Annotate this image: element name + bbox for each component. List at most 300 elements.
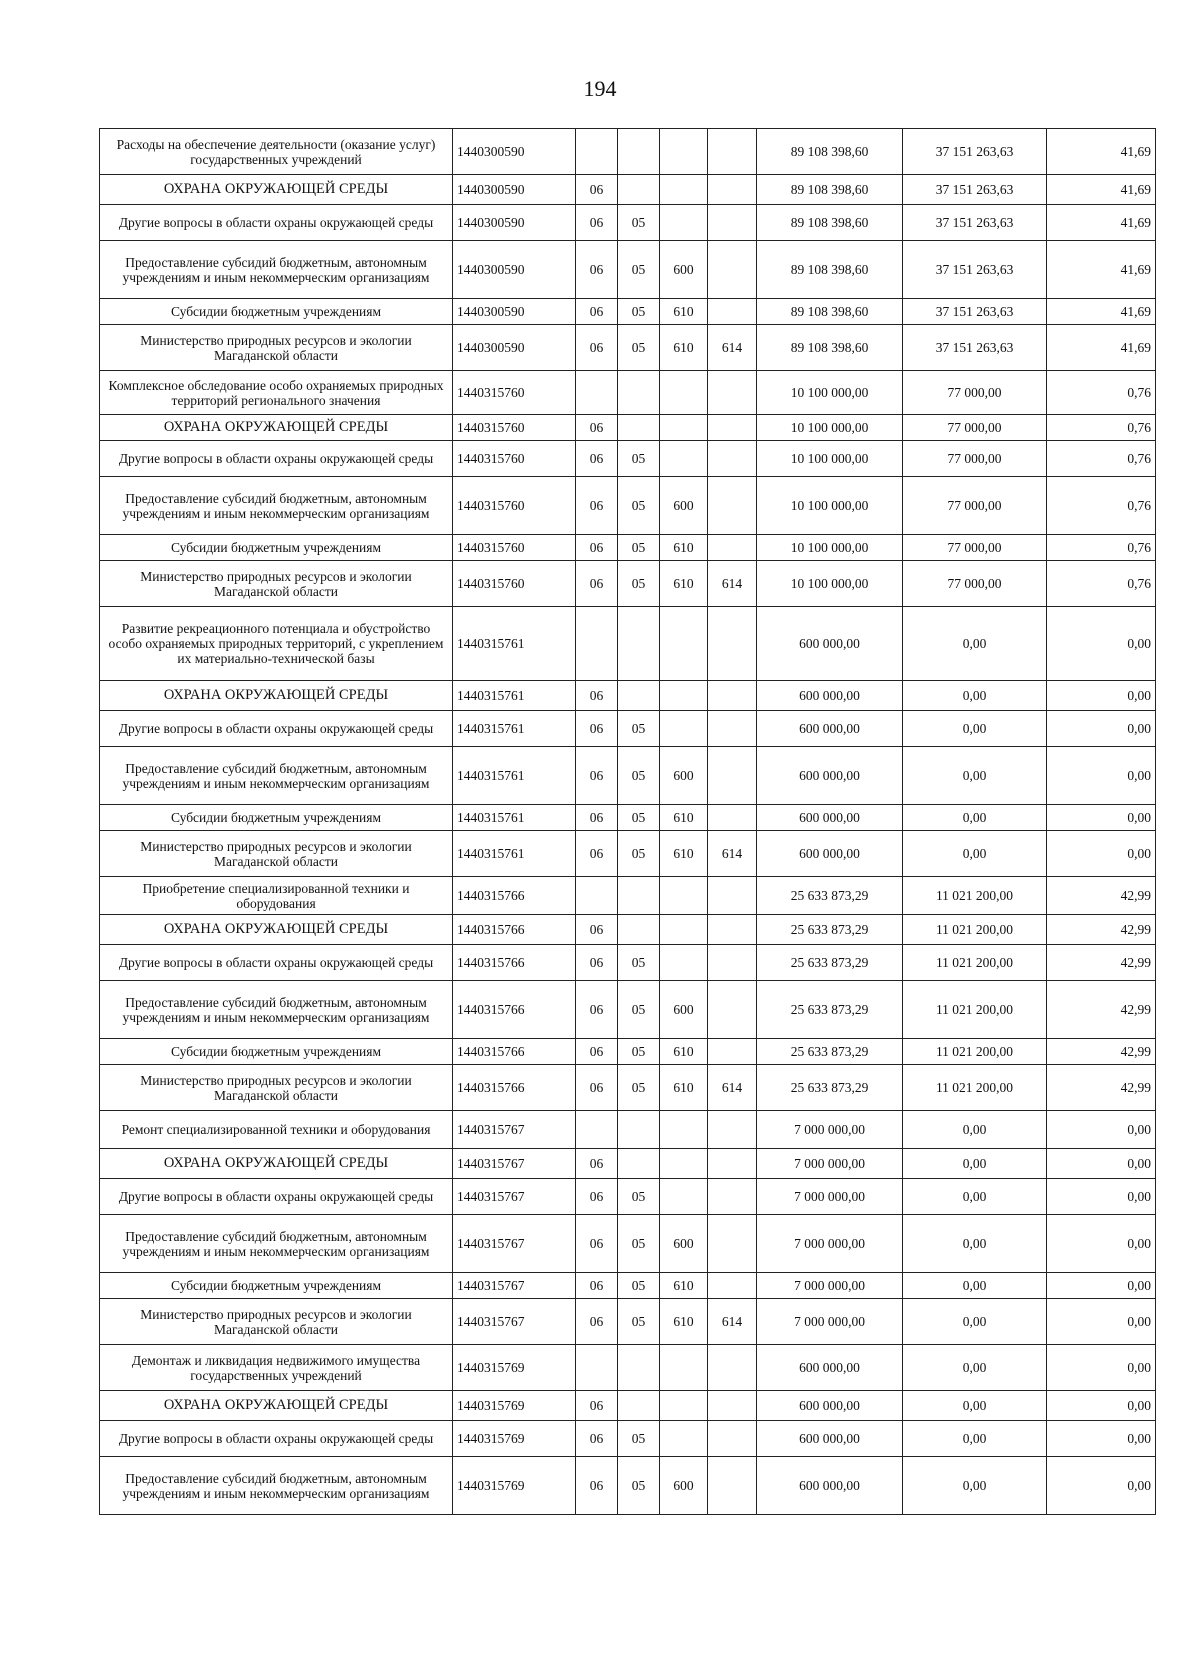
- row-percent: 42,99: [1047, 877, 1156, 915]
- table-row: [100, 681, 1156, 711]
- row-code: 1440315767: [453, 1299, 576, 1345]
- row-code: 1440300590: [453, 129, 576, 175]
- row-glavny-rasporyaditel: 614: [708, 325, 757, 371]
- row-glavny-rasporyaditel: [708, 1391, 757, 1421]
- row-name: Развитие рекреационного потенциала и обустройство особо охраняемых природных территорий, с укреплением их материально-технической базы: [100, 607, 453, 681]
- row-podrazdel: 05: [618, 1179, 660, 1215]
- table-row: [100, 175, 1156, 205]
- row-percent: 41,69: [1047, 205, 1156, 241]
- row-vid-rashodov: [660, 1149, 708, 1179]
- row-glavny-rasporyaditel: [708, 805, 757, 831]
- row-vid-rashodov: [660, 441, 708, 477]
- row-plan-amount: 600 000,00: [757, 1457, 903, 1515]
- table-row: [100, 129, 1156, 175]
- row-razdel: 06: [576, 747, 618, 805]
- row-glavny-rasporyaditel: [708, 1149, 757, 1179]
- row-podrazdel: 05: [618, 241, 660, 299]
- table-row: [100, 205, 1156, 241]
- row-razdel: 06: [576, 299, 618, 325]
- row-percent: 42,99: [1047, 981, 1156, 1039]
- row-plan-amount: 7 000 000,00: [757, 1111, 903, 1149]
- table-row: [100, 805, 1156, 831]
- row-plan-amount: 7 000 000,00: [757, 1273, 903, 1299]
- row-podrazdel: 05: [618, 981, 660, 1039]
- row-percent: 0,00: [1047, 607, 1156, 681]
- row-glavny-rasporyaditel: [708, 681, 757, 711]
- row-plan-amount: 600 000,00: [757, 1421, 903, 1457]
- row-percent: 0,00: [1047, 1421, 1156, 1457]
- row-percent: 0,76: [1047, 415, 1156, 441]
- row-glavny-rasporyaditel: [708, 205, 757, 241]
- row-vid-rashodov: [660, 129, 708, 175]
- row-podrazdel: [618, 129, 660, 175]
- row-fact-amount: 11 021 200,00: [903, 915, 1047, 945]
- row-code: 1440315766: [453, 945, 576, 981]
- row-razdel: 06: [576, 915, 618, 945]
- row-razdel: 06: [576, 1421, 618, 1457]
- row-glavny-rasporyaditel: [708, 1179, 757, 1215]
- row-plan-amount: 10 100 000,00: [757, 535, 903, 561]
- row-vid-rashodov: 610: [660, 1065, 708, 1111]
- row-name: Предоставление субсидий бюджетным, автономным учреждениям и иным некоммерческим организациям: [100, 981, 453, 1039]
- row-plan-amount: 600 000,00: [757, 1345, 903, 1391]
- row-vid-rashodov: [660, 877, 708, 915]
- row-podrazdel: 05: [618, 1299, 660, 1345]
- row-name: Предоставление субсидий бюджетным, автономным учреждениям и иным некоммерческим организациям: [100, 747, 453, 805]
- row-fact-amount: 11 021 200,00: [903, 1039, 1047, 1065]
- row-plan-amount: 25 633 873,29: [757, 915, 903, 945]
- row-vid-rashodov: 600: [660, 477, 708, 535]
- row-percent: 0,00: [1047, 805, 1156, 831]
- row-vid-rashodov: 600: [660, 981, 708, 1039]
- row-name: ОХРАНА ОКРУЖАЮЩЕЙ СРЕДЫ: [100, 915, 453, 945]
- row-glavny-rasporyaditel: 614: [708, 1299, 757, 1345]
- row-code: 1440315766: [453, 915, 576, 945]
- row-razdel: [576, 877, 618, 915]
- row-code: 1440315767: [453, 1273, 576, 1299]
- row-fact-amount: 37 151 263,63: [903, 175, 1047, 205]
- table-row: [100, 1273, 1156, 1299]
- row-fact-amount: 0,00: [903, 805, 1047, 831]
- row-glavny-rasporyaditel: [708, 1111, 757, 1149]
- row-vid-rashodov: 610: [660, 535, 708, 561]
- row-glavny-rasporyaditel: [708, 1421, 757, 1457]
- row-podrazdel: 05: [618, 1215, 660, 1273]
- row-percent: 0,00: [1047, 1391, 1156, 1421]
- row-glavny-rasporyaditel: [708, 877, 757, 915]
- row-plan-amount: 7 000 000,00: [757, 1299, 903, 1345]
- row-plan-amount: 10 100 000,00: [757, 441, 903, 477]
- row-vid-rashodov: [660, 681, 708, 711]
- row-razdel: [576, 1345, 618, 1391]
- row-code: 1440315760: [453, 535, 576, 561]
- row-name: Субсидии бюджетным учреждениям: [100, 805, 453, 831]
- row-plan-amount: 10 100 000,00: [757, 415, 903, 441]
- table-row: [100, 325, 1156, 371]
- row-vid-rashodov: [660, 1421, 708, 1457]
- row-glavny-rasporyaditel: [708, 1457, 757, 1515]
- table-row: [100, 1391, 1156, 1421]
- row-percent: 41,69: [1047, 325, 1156, 371]
- row-name: Министерство природных ресурсов и экологии Магаданской области: [100, 831, 453, 877]
- row-razdel: 06: [576, 241, 618, 299]
- row-percent: 41,69: [1047, 241, 1156, 299]
- row-podrazdel: 05: [618, 1421, 660, 1457]
- row-fact-amount: 0,00: [903, 1111, 1047, 1149]
- row-name: Предоставление субсидий бюджетным, автономным учреждениям и иным некоммерческим организациям: [100, 241, 453, 299]
- row-code: 1440315766: [453, 877, 576, 915]
- row-podrazdel: [618, 415, 660, 441]
- row-razdel: [576, 1111, 618, 1149]
- row-fact-amount: 11 021 200,00: [903, 945, 1047, 981]
- row-name: Предоставление субсидий бюджетным, автономным учреждениям и иным некоммерческим организациям: [100, 477, 453, 535]
- row-razdel: 06: [576, 945, 618, 981]
- row-glavny-rasporyaditel: [708, 129, 757, 175]
- table-row: [100, 1345, 1156, 1391]
- table-row: [100, 1179, 1156, 1215]
- row-code: 1440315761: [453, 831, 576, 877]
- table-row: [100, 831, 1156, 877]
- row-glavny-rasporyaditel: [708, 981, 757, 1039]
- row-glavny-rasporyaditel: 614: [708, 831, 757, 877]
- row-vid-rashodov: [660, 175, 708, 205]
- row-glavny-rasporyaditel: 614: [708, 561, 757, 607]
- row-percent: 0,00: [1047, 831, 1156, 877]
- row-podrazdel: 05: [618, 1457, 660, 1515]
- row-podrazdel: 05: [618, 747, 660, 805]
- budget-table: [99, 128, 1156, 1515]
- table-row: [100, 1111, 1156, 1149]
- row-name: ОХРАНА ОКРУЖАЮЩЕЙ СРЕДЫ: [100, 681, 453, 711]
- row-fact-amount: 0,00: [903, 831, 1047, 877]
- row-name: ОХРАНА ОКРУЖАЮЩЕЙ СРЕДЫ: [100, 415, 453, 441]
- row-razdel: 06: [576, 1215, 618, 1273]
- row-podrazdel: [618, 681, 660, 711]
- row-code: 1440315761: [453, 711, 576, 747]
- table-row: [100, 561, 1156, 607]
- row-fact-amount: 77 000,00: [903, 477, 1047, 535]
- row-code: 1440315761: [453, 805, 576, 831]
- row-code: 1440315767: [453, 1111, 576, 1149]
- row-razdel: 06: [576, 1391, 618, 1421]
- row-podrazdel: [618, 1345, 660, 1391]
- row-vid-rashodov: 610: [660, 805, 708, 831]
- row-fact-amount: 77 000,00: [903, 415, 1047, 441]
- row-podrazdel: 05: [618, 945, 660, 981]
- row-podrazdel: 05: [618, 711, 660, 747]
- row-vid-rashodov: [660, 1391, 708, 1421]
- row-code: 1440315760: [453, 477, 576, 535]
- row-plan-amount: 89 108 398,60: [757, 325, 903, 371]
- row-vid-rashodov: 610: [660, 1039, 708, 1065]
- table-row: [100, 477, 1156, 535]
- row-percent: 41,69: [1047, 129, 1156, 175]
- row-name: Приобретение специализированной техники и оборудования: [100, 877, 453, 915]
- row-podrazdel: [618, 175, 660, 205]
- row-name: Комплексное обследование особо охраняемых природных территорий регионального значения: [100, 371, 453, 415]
- table-row: [100, 1065, 1156, 1111]
- row-percent: 0,00: [1047, 1149, 1156, 1179]
- table-row: [100, 1149, 1156, 1179]
- row-razdel: 06: [576, 1149, 618, 1179]
- row-code: 1440315760: [453, 441, 576, 477]
- budget-table-body: [100, 129, 1156, 1515]
- row-vid-rashodov: [660, 607, 708, 681]
- row-percent: 0,00: [1047, 1215, 1156, 1273]
- row-vid-rashodov: [660, 1345, 708, 1391]
- row-glavny-rasporyaditel: [708, 1345, 757, 1391]
- row-percent: 0,00: [1047, 681, 1156, 711]
- table-row: [100, 299, 1156, 325]
- row-razdel: 06: [576, 175, 618, 205]
- row-plan-amount: 10 100 000,00: [757, 477, 903, 535]
- table-row: [100, 711, 1156, 747]
- table-row: [100, 415, 1156, 441]
- table-row: [100, 607, 1156, 681]
- row-podrazdel: [618, 1149, 660, 1179]
- row-fact-amount: 11 021 200,00: [903, 1065, 1047, 1111]
- row-name: Другие вопросы в области охраны окружающей среды: [100, 711, 453, 747]
- row-name: Другие вопросы в области охраны окружающей среды: [100, 205, 453, 241]
- row-razdel: 06: [576, 561, 618, 607]
- row-name: Другие вопросы в области охраны окружающей среды: [100, 945, 453, 981]
- row-plan-amount: 10 100 000,00: [757, 561, 903, 607]
- row-glavny-rasporyaditel: [708, 1215, 757, 1273]
- row-glavny-rasporyaditel: [708, 711, 757, 747]
- row-podrazdel: 05: [618, 325, 660, 371]
- row-vid-rashodov: 600: [660, 747, 708, 805]
- row-fact-amount: 77 000,00: [903, 371, 1047, 415]
- row-razdel: 06: [576, 981, 618, 1039]
- row-razdel: [576, 129, 618, 175]
- row-vid-rashodov: 600: [660, 1215, 708, 1273]
- row-fact-amount: 37 151 263,63: [903, 241, 1047, 299]
- row-name: Расходы на обеспечение деятельности (оказание услуг) государственных учреждений: [100, 129, 453, 175]
- row-vid-rashodov: 610: [660, 325, 708, 371]
- row-code: 1440315767: [453, 1215, 576, 1273]
- row-vid-rashodov: 610: [660, 1273, 708, 1299]
- row-fact-amount: 77 000,00: [903, 561, 1047, 607]
- row-vid-rashodov: [660, 1111, 708, 1149]
- row-podrazdel: 05: [618, 831, 660, 877]
- row-podrazdel: 05: [618, 1273, 660, 1299]
- row-percent: 0,00: [1047, 1345, 1156, 1391]
- row-plan-amount: 89 108 398,60: [757, 241, 903, 299]
- row-plan-amount: 600 000,00: [757, 805, 903, 831]
- row-razdel: 06: [576, 205, 618, 241]
- row-code: 1440315761: [453, 607, 576, 681]
- row-podrazdel: [618, 371, 660, 415]
- row-fact-amount: 0,00: [903, 747, 1047, 805]
- row-vid-rashodov: [660, 915, 708, 945]
- row-fact-amount: 77 000,00: [903, 441, 1047, 477]
- row-podrazdel: 05: [618, 535, 660, 561]
- row-podrazdel: 05: [618, 1039, 660, 1065]
- row-vid-rashodov: [660, 1179, 708, 1215]
- row-code: 1440300590: [453, 299, 576, 325]
- row-razdel: [576, 607, 618, 681]
- row-fact-amount: 11 021 200,00: [903, 981, 1047, 1039]
- row-fact-amount: 0,00: [903, 1179, 1047, 1215]
- row-plan-amount: 600 000,00: [757, 747, 903, 805]
- row-code: 1440300590: [453, 175, 576, 205]
- row-code: 1440315766: [453, 1039, 576, 1065]
- row-razdel: 06: [576, 415, 618, 441]
- table-row: [100, 1215, 1156, 1273]
- row-fact-amount: 0,00: [903, 1273, 1047, 1299]
- row-plan-amount: 89 108 398,60: [757, 129, 903, 175]
- row-percent: 0,00: [1047, 1111, 1156, 1149]
- row-name: Другие вопросы в области охраны окружающей среды: [100, 441, 453, 477]
- page-number: 194: [583, 76, 617, 101]
- row-name: Другие вопросы в области охраны окружающей среды: [100, 1421, 453, 1457]
- row-name: ОХРАНА ОКРУЖАЮЩЕЙ СРЕДЫ: [100, 175, 453, 205]
- row-vid-rashodov: [660, 371, 708, 415]
- row-plan-amount: 600 000,00: [757, 1391, 903, 1421]
- row-razdel: 06: [576, 535, 618, 561]
- row-plan-amount: 10 100 000,00: [757, 371, 903, 415]
- row-code: 1440315767: [453, 1149, 576, 1179]
- row-code: 1440315769: [453, 1391, 576, 1421]
- row-plan-amount: 25 633 873,29: [757, 981, 903, 1039]
- row-percent: 0,00: [1047, 711, 1156, 747]
- row-razdel: 06: [576, 711, 618, 747]
- row-podrazdel: [618, 1111, 660, 1149]
- row-glavny-rasporyaditel: [708, 747, 757, 805]
- row-razdel: 06: [576, 1065, 618, 1111]
- row-percent: 0,76: [1047, 477, 1156, 535]
- row-percent: 42,99: [1047, 915, 1156, 945]
- table-row: [100, 981, 1156, 1039]
- row-razdel: 06: [576, 1179, 618, 1215]
- row-razdel: 06: [576, 1457, 618, 1515]
- row-vid-rashodov: 600: [660, 241, 708, 299]
- row-fact-amount: 0,00: [903, 1391, 1047, 1421]
- table-row: [100, 945, 1156, 981]
- table-row: [100, 1299, 1156, 1345]
- row-vid-rashodov: [660, 711, 708, 747]
- row-name: Другие вопросы в области охраны окружающей среды: [100, 1179, 453, 1215]
- row-code: 1440315760: [453, 561, 576, 607]
- row-podrazdel: [618, 1391, 660, 1421]
- row-plan-amount: 7 000 000,00: [757, 1149, 903, 1179]
- row-plan-amount: 7 000 000,00: [757, 1179, 903, 1215]
- table-row: [100, 915, 1156, 945]
- row-plan-amount: 25 633 873,29: [757, 1065, 903, 1111]
- row-podrazdel: [618, 915, 660, 945]
- row-razdel: 06: [576, 1299, 618, 1345]
- row-fact-amount: 0,00: [903, 1345, 1047, 1391]
- row-vid-rashodov: 600: [660, 1457, 708, 1515]
- row-razdel: 06: [576, 325, 618, 371]
- row-plan-amount: 7 000 000,00: [757, 1215, 903, 1273]
- row-name: Министерство природных ресурсов и экологии Магаданской области: [100, 325, 453, 371]
- row-percent: 42,99: [1047, 945, 1156, 981]
- row-vid-rashodov: [660, 205, 708, 241]
- row-glavny-rasporyaditel: [708, 477, 757, 535]
- row-vid-rashodov: [660, 945, 708, 981]
- row-percent: 0,00: [1047, 747, 1156, 805]
- row-fact-amount: 37 151 263,63: [903, 299, 1047, 325]
- row-name: Субсидии бюджетным учреждениям: [100, 299, 453, 325]
- row-plan-amount: 89 108 398,60: [757, 299, 903, 325]
- row-fact-amount: 0,00: [903, 1149, 1047, 1179]
- row-name: Предоставление субсидий бюджетным, автономным учреждениям и иным некоммерческим организациям: [100, 1457, 453, 1515]
- row-podrazdel: 05: [618, 477, 660, 535]
- row-glavny-rasporyaditel: [708, 371, 757, 415]
- table-row: [100, 441, 1156, 477]
- row-podrazdel: 05: [618, 299, 660, 325]
- row-name: Министерство природных ресурсов и экологии Магаданской области: [100, 1299, 453, 1345]
- row-name: Предоставление субсидий бюджетным, автономным учреждениям и иным некоммерческим организациям: [100, 1215, 453, 1273]
- row-glavny-rasporyaditel: [708, 175, 757, 205]
- row-plan-amount: 600 000,00: [757, 831, 903, 877]
- row-name: Ремонт специализированной техники и оборудования: [100, 1111, 453, 1149]
- row-code: 1440315766: [453, 981, 576, 1039]
- row-razdel: 06: [576, 831, 618, 877]
- row-code: 1440300590: [453, 205, 576, 241]
- row-percent: 0,00: [1047, 1179, 1156, 1215]
- table-row: [100, 1039, 1156, 1065]
- row-percent: 41,69: [1047, 299, 1156, 325]
- row-percent: 0,00: [1047, 1273, 1156, 1299]
- row-fact-amount: 0,00: [903, 607, 1047, 681]
- row-fact-amount: 0,00: [903, 1421, 1047, 1457]
- row-fact-amount: 37 151 263,63: [903, 129, 1047, 175]
- row-glavny-rasporyaditel: [708, 535, 757, 561]
- row-glavny-rasporyaditel: [708, 415, 757, 441]
- row-fact-amount: 0,00: [903, 711, 1047, 747]
- table-row: [100, 877, 1156, 915]
- row-name: Министерство природных ресурсов и экологии Магаданской области: [100, 561, 453, 607]
- row-razdel: 06: [576, 441, 618, 477]
- row-plan-amount: 25 633 873,29: [757, 877, 903, 915]
- row-code: 1440315769: [453, 1457, 576, 1515]
- row-name: ОХРАНА ОКРУЖАЮЩЕЙ СРЕДЫ: [100, 1391, 453, 1421]
- row-fact-amount: 77 000,00: [903, 535, 1047, 561]
- row-percent: 0,76: [1047, 371, 1156, 415]
- row-razdel: 06: [576, 681, 618, 711]
- row-code: 1440315766: [453, 1065, 576, 1111]
- row-code: 1440300590: [453, 241, 576, 299]
- row-podrazdel: 05: [618, 805, 660, 831]
- row-plan-amount: 600 000,00: [757, 681, 903, 711]
- row-name: Субсидии бюджетным учреждениям: [100, 1273, 453, 1299]
- row-fact-amount: 0,00: [903, 1457, 1047, 1515]
- row-name: Министерство природных ресурсов и экологии Магаданской области: [100, 1065, 453, 1111]
- row-percent: 42,99: [1047, 1065, 1156, 1111]
- row-vid-rashodov: 610: [660, 831, 708, 877]
- row-percent: 0,00: [1047, 1299, 1156, 1345]
- row-podrazdel: 05: [618, 561, 660, 607]
- row-glavny-rasporyaditel: [708, 915, 757, 945]
- table-row: [100, 747, 1156, 805]
- row-glavny-rasporyaditel: [708, 441, 757, 477]
- row-fact-amount: 37 151 263,63: [903, 205, 1047, 241]
- row-name: ОХРАНА ОКРУЖАЮЩЕЙ СРЕДЫ: [100, 1149, 453, 1179]
- row-razdel: 06: [576, 1039, 618, 1065]
- row-percent: 0,76: [1047, 535, 1156, 561]
- table-row: [100, 535, 1156, 561]
- table-row: [100, 1457, 1156, 1515]
- row-code: 1440315767: [453, 1179, 576, 1215]
- row-code: 1440300590: [453, 325, 576, 371]
- row-plan-amount: 600 000,00: [757, 607, 903, 681]
- row-glavny-rasporyaditel: [708, 241, 757, 299]
- row-code: 1440315769: [453, 1345, 576, 1391]
- row-podrazdel: 05: [618, 1065, 660, 1111]
- row-plan-amount: 600 000,00: [757, 711, 903, 747]
